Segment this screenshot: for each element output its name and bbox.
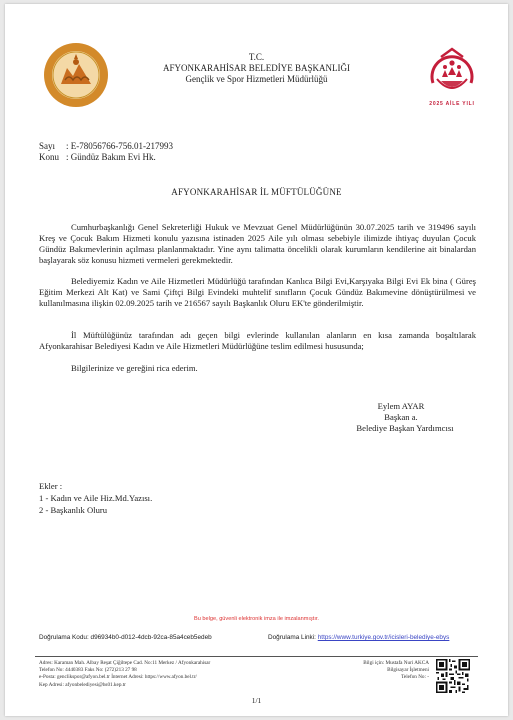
footer-address: Adres: Karaman Mah. Albay Reşat Çiğiltepe Cad. No:11 Merkez / Afyonkarahisar xyxy=(39,660,211,666)
verification-link-label: Doğrulama Linki: xyxy=(268,634,316,641)
konu-label: Konu xyxy=(39,152,59,162)
header-institution: AFYONKARAHİSAR BELEDİYE BAŞKANLIĞI xyxy=(163,63,350,73)
verification-url[interactable]: https://www.turkiye.gov.tr/icisleri-belediye-ebys xyxy=(317,634,450,641)
footer-info-phone: Telefon No: - xyxy=(401,674,429,681)
footer-info xyxy=(335,660,429,682)
attachment-item: 2 - Başkanlık Oluru xyxy=(39,505,108,515)
footer-kep: Kep Adresi: afyonbelediyesi@hs01.kep.tr xyxy=(39,681,126,688)
body-paragraph-2: Belediyemiz Kadın ve Aile Hizmetleri Müdürlüğü tarafından Kanlıca Bilgi Evi,Karşıyaka Bilgi Evi Ek bina ( Güreş Eğitim Merkezi Alt Kat) ve Sami Çiftçi Bilgi Evindeki muhtelif sınıfların Çocuk Gündüz Bakımevine dönüştürülmesi ve kullanılmasına ilişkin 02.09.2025 tarih ve 216567 sayılı Başkanlık Oluru EK'te gönderilmiştir. xyxy=(39,276,476,308)
attachment-item: 1 - Kadın ve Aile Hiz.Md.Yazısı. xyxy=(39,493,153,503)
qr-code xyxy=(436,659,470,693)
attachments-label: Ekler : xyxy=(39,481,63,491)
signer-title: Başkan a. xyxy=(384,412,418,422)
body-paragraph-1: Cumhurbaşkanlığı Genel Sekreterliği Hukuk ve Mevzuat Genel Müdürlüğünün 30.07.2025 tarih ve 319496 sayılı Kreş ve Çocuk Bakım Hizmeti konulu yazısına istinaden 2025 Aile yılı olması sebebiyle ilimizde ihtiyaç duyulan Çocuk Gündüz Bakımevlerinin açılması planlanmaktadır. Yine aynı talimatta öncelikli olarak kurumların kendilerine ait binalardan başlayarak söz konusu hizmeti vermeleri gerekmektedir. xyxy=(39,222,476,265)
document-subject xyxy=(39,152,156,163)
footer-phone: Telefon No: 4440383 Faks No: (272)213 27 98 xyxy=(39,667,137,674)
signer-name: Eylem AYAR xyxy=(377,401,425,411)
sayi-value: : E-78056766-756.01-217993 xyxy=(66,141,173,151)
verification-code xyxy=(39,634,212,641)
footer-info-person: Bilgi için: Mustafa Nuri AKCA xyxy=(363,660,429,666)
document-page xyxy=(5,4,508,716)
body-paragraph-4: Bilgilerinize ve gereğini rica ederim. xyxy=(71,363,198,373)
header-tc: T.C. xyxy=(248,52,265,62)
konu-value: : Gündüz Bakım Evi Hk. xyxy=(66,152,156,162)
footer-email: e-Posta: genclikspor@afyon.bel.tr İnternet Adresi: https://www.afyon.bel.tr/ xyxy=(39,674,197,681)
header-department: Gençlik ve Spor Hizmetleri Müdürlüğü xyxy=(185,74,328,84)
footer-contact xyxy=(39,660,210,689)
signer-position: Belediye Başkan Yardımcısı xyxy=(356,423,454,433)
e-signature-notice: Bu belge, güvenli elektronik imza ile imzalanmıştır. xyxy=(194,616,319,622)
sayi-label: Sayı xyxy=(39,141,56,151)
verification-link xyxy=(268,634,449,641)
addressee: AFYONKARAHİSAR İL MÜFTÜLÜĞÜNE xyxy=(171,187,342,197)
footer-info-role: Bilgisayar İşletmeni xyxy=(387,667,429,674)
verification-code-label: Doğrulama Kodu: xyxy=(39,634,89,641)
family-year-logo-text: 2025 AİLE YILI xyxy=(429,101,475,107)
body-paragraph-3: İl Müftülüğünüz tarafından adı geçen bilgi evlerinde kullanılan alanların en kısa zamanda boşaltılarak Afyonkarahisar Belediyesi Kadın ve Aile Hizmetleri Müdürlüğüne teslim edilmesi hususunda; xyxy=(39,330,476,351)
footer-divider xyxy=(35,656,478,657)
verification-code-value: d96934b0-d012-4dcb-92ca-85a4ceb5edeb xyxy=(90,634,212,641)
document-number xyxy=(39,141,173,152)
page-number: 1/1 xyxy=(251,696,262,705)
